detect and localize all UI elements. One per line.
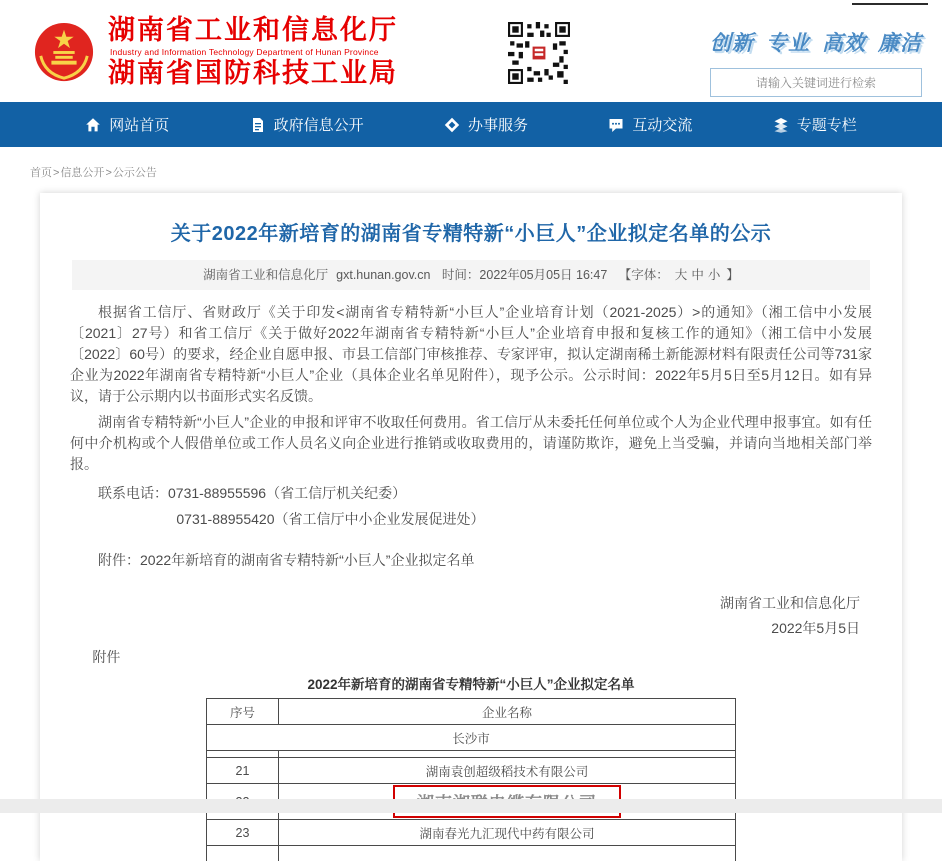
nav-item-services[interactable]: [444, 114, 528, 135]
article-title: 关于2022年新培育的湖南省专精特新“小巨人”企业拟定名单的公示: [170, 223, 772, 245]
contact-phone-1: 联系电话：0731-88955596（省工信厅机关纪委）: [98, 485, 407, 501]
header-cell-company: 企业名称: [279, 699, 736, 725]
signature-org: 湖南省工业和信息化厅: [720, 595, 860, 611]
company-list-table: [206, 698, 736, 861]
nav-item-gov-info[interactable]: [250, 114, 364, 135]
table-header-row: [207, 699, 736, 725]
main-nav: [0, 102, 942, 147]
attachment-label: 附件: [92, 649, 121, 666]
dept-name-primary: 湖南省工业和信息化厅: [108, 15, 398, 45]
layers-icon: [773, 117, 789, 133]
meta-font-prefix: 【字体：: [618, 268, 669, 282]
slogan: [710, 27, 922, 57]
site-header: [0, 0, 942, 102]
top-right-line: [852, 3, 928, 5]
meta-source: 湖南省工业和信息化厅: [203, 268, 329, 282]
attachment-table-section: [70, 673, 872, 861]
slogan-word: 廉洁: [878, 32, 922, 55]
document-icon: [250, 117, 266, 133]
font-size-large-button[interactable]: 大: [674, 268, 688, 282]
slogan-word: 创新: [710, 32, 754, 55]
meta-time: 时间：2022年05月05日 16:47: [441, 268, 608, 282]
meta-url: gxt.hunan.gov.cn: [336, 268, 431, 282]
nav-item-label: 办事服务: [467, 117, 528, 134]
article-body: [70, 302, 872, 668]
breadcrumb: [30, 164, 942, 180]
brand-text: [108, 16, 398, 88]
paragraph-announcement: 根据省工信厅、省财政厅《关于印发<湖南省专精特新“小巨人”企业培育计划（2021-2025）>的通知》（湘工信中小发展〔2021〕27号）和省工信厅《关于做好2022年湖南省专精特新“小巨人”企业培育申报和复核工作的通知》（湘工信中小发展〔2022〕60号）的要求，经企业自愿申报、市县工信部门审核推荐、专家评审，拟认定湖南稀土新能源材料有限责任公司等731家企业为2022年湖南省专精特新“小巨人”企业（具体企业名单见附件），现予公示。公示时间：2022年5月5日至5月12日。如有异议，请于公示期内以书面形式实名反馈。: [70, 304, 872, 404]
site-logo[interactable]: [33, 16, 398, 88]
signature-date: 2022年5月5日: [771, 620, 860, 637]
attachment-link[interactable]: 附件：2022年新培育的湖南省专精特新“小巨人”企业拟定名单: [98, 552, 475, 568]
search-input[interactable]: [710, 68, 922, 97]
breadcrumb-home[interactable]: 首页: [30, 167, 52, 179]
cell-no: 21: [207, 758, 279, 784]
contact-phone-2: 0731-88955420（省工信厅中小企业发展促进处）: [176, 511, 485, 527]
table-cut-row: [207, 751, 736, 758]
header-cell-no: 序号: [207, 699, 279, 725]
national-emblem-icon: [33, 21, 95, 83]
font-size-medium-button[interactable]: 中: [691, 268, 704, 282]
paragraph-disclaimer: 湖南省专精特新“小巨人”企业的申报和评审不收取任何费用。省工信厅从未委托任何单位或个人为企业代理申报事宜。如有任何中介机构或个人假借单位或工作人员名义向企业进行推销或收取费用的，请谨防欺诈，避免上当受骗，并请向当地相关部门举报。: [70, 414, 872, 472]
table-group-row: [207, 725, 736, 751]
home-icon: [85, 117, 101, 133]
nav-item-special-topics[interactable]: [773, 114, 857, 135]
slogan-word: 专业: [766, 32, 810, 55]
nav-item-label: 专题专栏: [796, 117, 857, 134]
diamond-service-icon: [444, 117, 460, 133]
article-meta-bar: [72, 260, 870, 290]
group-cell-city: 长沙市: [207, 725, 736, 751]
meta-font-suffix: 】: [726, 268, 739, 282]
breadcrumb-separator: >: [105, 167, 112, 179]
nav-item-label: 政府信息公开: [273, 117, 364, 134]
nav-item-label: 网站首页: [109, 117, 170, 134]
cell-no: 23: [207, 820, 279, 846]
breadcrumb-separator: >: [53, 167, 60, 179]
article-card: [40, 193, 902, 861]
cell-company: 湖南袁创超级稻技术有限公司: [279, 758, 736, 784]
table-title: 2022年新培育的湖南省专精特新“小巨人”企业拟定名单: [307, 677, 635, 693]
table-row: [207, 820, 736, 846]
chat-icon: [608, 117, 624, 133]
nav-item-home[interactable]: [85, 114, 169, 135]
qr-code: [508, 22, 570, 84]
dept-name-secondary: 湖南省国防科技工业局: [108, 57, 398, 88]
signature-block: [70, 591, 860, 641]
font-size-small-button[interactable]: 小: [707, 268, 721, 282]
nav-item-label: 互动交流: [632, 117, 693, 134]
slogan-word: 高效: [822, 32, 866, 55]
header-right: [710, 27, 922, 97]
dept-name-english: Industry and Information Technology Department of Hunan Province: [110, 46, 379, 57]
table-cut-row-bottom: [207, 846, 736, 861]
cell-company: 湖南春光九汇现代中药有限公司: [279, 820, 736, 846]
breadcrumb-announcements[interactable]: 公示公告: [112, 167, 157, 179]
table-row: [207, 758, 736, 784]
nav-item-interaction[interactable]: [608, 114, 692, 135]
breadcrumb-info-disclosure[interactable]: 信息公开: [60, 167, 105, 179]
bottom-strip: [0, 799, 942, 813]
